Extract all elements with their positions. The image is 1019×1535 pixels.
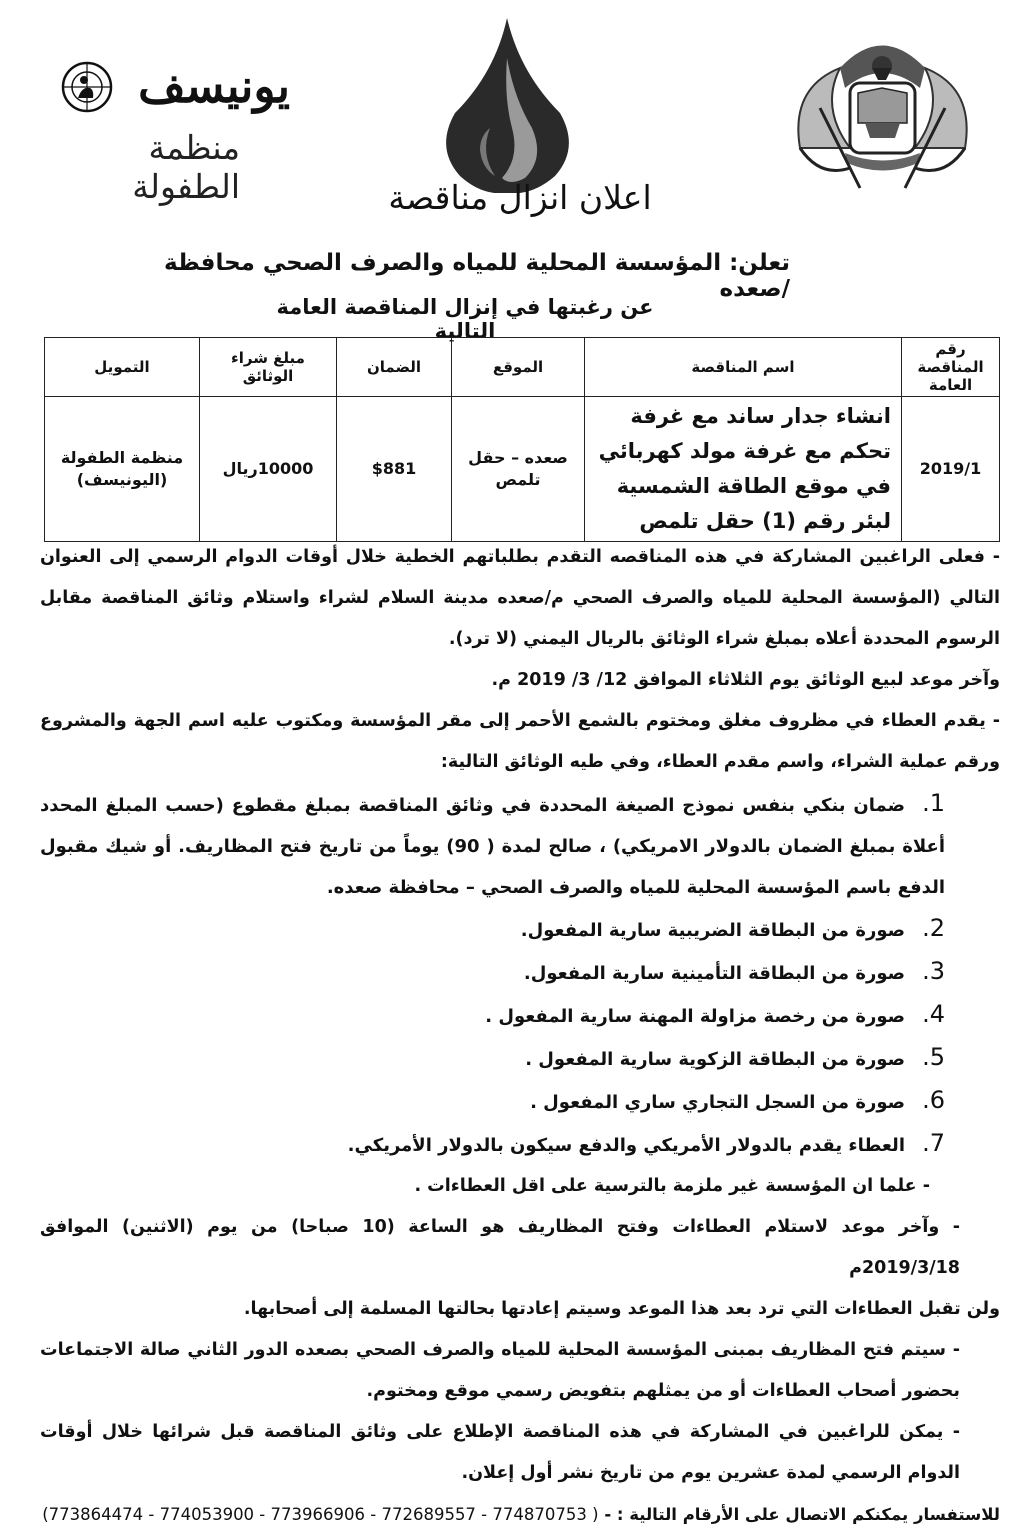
cell-guarantee: $881 [337, 397, 452, 542]
paragraph-sealed-envelope: - يقدم العطاء في مظروف مغلق ومختوم بالشمع الأحمر إلى مقر المؤسسة ومكتوب عليه اسم الجهة والمشروع ورقم عملية الشراء، واسم مقدم العطاء، وفي طيه الوثائق التالية: [40, 711, 1000, 772]
note-opening-location: - سيتم فتح المظاريف بمبنى المؤسسة المحلية للمياه والصرف الصحي بصعده الدور الثاني صالة الاجتماعات بحضور أصحاب العطاءات أو من يمثلهم بتفويض رسمي موقع ومختوم. [40, 1340, 960, 1401]
list-item: 3.صورة من البطاقة التأمينية سارية المفعول. [523, 957, 945, 985]
tender-table [44, 337, 1000, 542]
paragraph-deadline-sale: وآخر موعد لبيع الوثائق يوم الثلاثاء الموافق 12/ 3/ 2019 م. [491, 670, 1000, 690]
contact-numbers: ( 774870753 - 772689557 - 773966906 - 774053900 - 773864474) [42, 1505, 599, 1524]
list-item: 1.ضمان بنكي بنفس نموذج الصيغة المحددة في وثائق المناقصة بمبلغ مقطوع (حسب المبلغ المحدد أعلاة بمبلغ الضمان بالدولار الامريكي) ، صالح لمدة ( 90) يوماً من تاريخ فتح المظاريف. أو شيك مقبول الدفع باسم المؤسسة المحلية للمياه والصرف الصحي – محافظة صعده. [40, 789, 945, 898]
announcement-body [40, 537, 1000, 1535]
yemen-emblem-icon [780, 28, 985, 198]
note-opening-deadline: - وآخر موعد لاستلام العطاءات وفتح المظاريف هو الساعة (10 صباحا) من يوم (الاثنين) الموافق 2019/3/18م [40, 1217, 960, 1278]
water-drop-logo-icon [440, 18, 575, 193]
note-review-documents: - يمكن للراغبين في المشاركة في هذه المناقصة الإطلاع على وثائق المناقصة قبل شرائها خلال أوقات الدوام الرسمي لمدة عشرين يوم من تاريخ نشر أول إعلان. [40, 1422, 960, 1483]
unicef-subtitle: منظمة الطفولة [132, 128, 240, 206]
unicef-logo [60, 58, 290, 118]
announcer-line: تعلن: المؤسسة المحلية للمياه والصرف الصحي محافظة /صعده [164, 250, 790, 302]
col-header-funding: التمويل [45, 338, 200, 397]
note-late-bids: ولن تقبل العطاءات التي ترد بعد هذا الموعد وسيتم إعادتها بحالتها المسلمة إلى أصحابها. [243, 1299, 1000, 1319]
unicef-globe-icon [60, 60, 114, 114]
unicef-name: يونيسف [138, 59, 290, 113]
announcement-title: اعلان انزال مناقصة [388, 178, 652, 217]
cell-document-price: 10000ريال [200, 397, 337, 542]
list-item: 6.صورة من السجل التجاري ساري المفعول . [530, 1086, 945, 1114]
col-header-number: رقم المناقصة العامة [902, 338, 1000, 397]
cell-name: انشاء جدار ساند مع غرفة تحكم مع غرفة مولد كهربائي في موقع الطاقة الشمسية لبئر رقم (1) حقل تلمص [585, 397, 902, 542]
list-item: 5.صورة من البطاقة الزكوية سارية المفعول . [525, 1043, 945, 1071]
cell-funding: منظمة الطفولة (اليونيسف) [45, 397, 200, 542]
table-row [45, 397, 1000, 542]
intent-line: عن رغبتها في إنزال المناقصة العامة التالية [276, 295, 654, 343]
col-header-document-price: مبلغ شراء الوثائق [200, 338, 337, 397]
contact-label: للاستفسار يمكنكم الاتصال على الأرقام التالية : - [604, 1505, 1000, 1524]
list-item: 7.العطاء يقدم بالدولار الأمريكي والدفع سيكون بالدولار الأمريكي. [347, 1129, 945, 1157]
contact-line [40, 1494, 1000, 1535]
paragraph-submission: - فعلى الراغبين المشاركة في هذه المناقصه التقدم بطلباتهم الخطية خلال أوقات الدوام الرسمي إلى العنوان التالي (المؤسسة المحلية للمياه والصرف الصحي م/صعده مدينة السلام لشراء واستلام وثائق المناقصة مقابل الرسوم المحددة أعلاه بمبلغ شراء الوثائق بالريال اليمني (لا ترد). [40, 547, 1000, 649]
list-item: 2.صورة من البطاقة الضريبية سارية المفعول. [520, 914, 945, 942]
col-header-guarantee: الضمان [337, 338, 452, 397]
col-header-name: اسم المناقصة [585, 338, 902, 397]
table-header-row [45, 338, 1000, 397]
note-not-obliged: - علما ان المؤسسة غير ملزمة بالترسية على اقل العطاءات . [414, 1176, 930, 1196]
cell-location: صعده – حقل تلمص [452, 397, 585, 542]
col-header-location: الموقع [452, 338, 585, 397]
list-item: 4.صورة من رخصة مزاولة المهنة سارية المفعول . [485, 1000, 945, 1028]
cell-number: 2019/1 [902, 397, 1000, 542]
